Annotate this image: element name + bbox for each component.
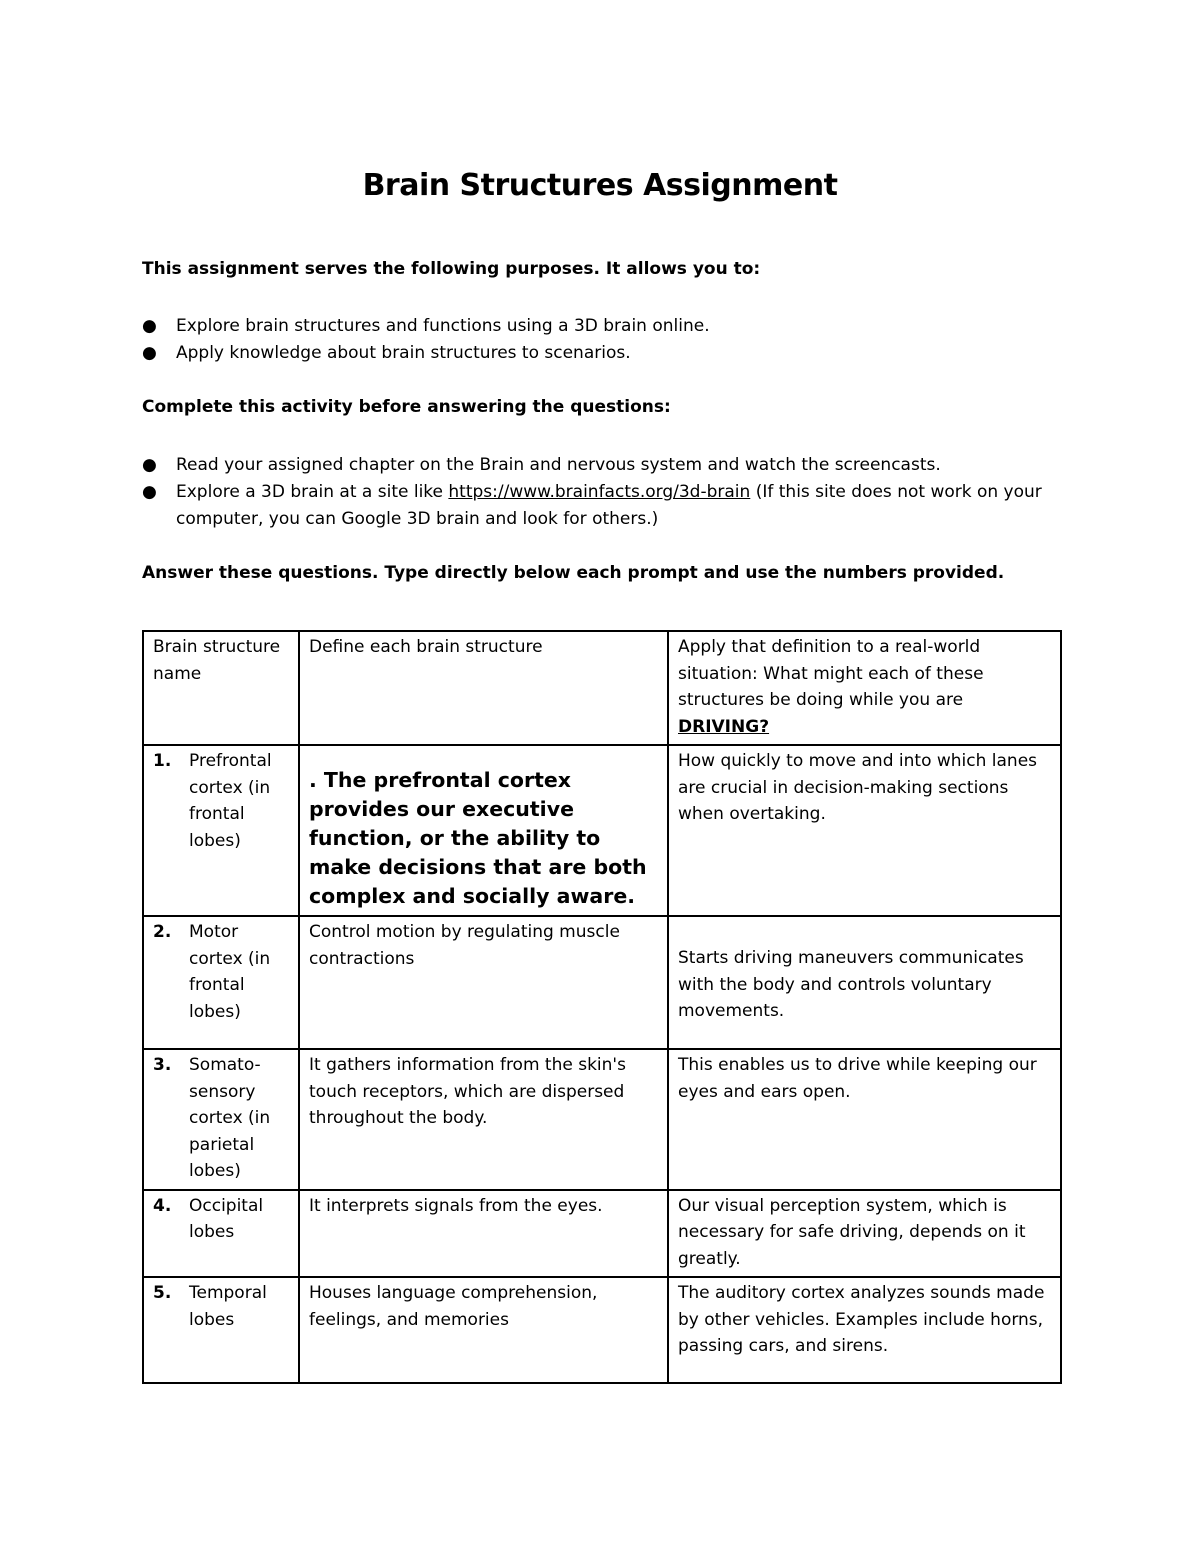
list-item: ● Explore a 3D brain at a site like https://www.brainfacts.org/3d-brain (If this site does not work on your computer, you can Google 3D brain and look for others.)	[142, 479, 1062, 533]
page-title: Brain Structures Assignment	[362, 168, 838, 203]
structure-name[interactable]: Motor cortex (in frontal lobes)	[189, 922, 271, 1022]
table-row	[143, 1277, 1061, 1383]
row-number: 3.	[153, 1055, 172, 1075]
structure-application[interactable]: How quickly to move and into which lanes are crucial in decision-making sections when overtaking.	[678, 751, 1038, 824]
list-item: ● Apply knowledge about brain structures to scenarios.	[142, 340, 1062, 367]
brain-structures-table	[142, 630, 1062, 1384]
structure-name[interactable]: Somato-sensory cortex (in parietal lobes)	[189, 1055, 271, 1181]
instructions: Answer these questions. Type directly below each prompt and use the numbers provided.	[142, 563, 1005, 583]
activity-bullet-list	[142, 452, 1062, 533]
table-row	[143, 1049, 1061, 1190]
header-cell-define: Define each brain structure	[299, 631, 668, 745]
structure-name[interactable]: Prefrontal cortex (in frontal lobes)	[189, 751, 272, 851]
activity-heading: Complete this activity before answering the questions:	[142, 397, 671, 417]
bullet-icon: ●	[142, 455, 157, 475]
structure-definition[interactable]: . The prefrontal cortex provides our executive function, or the ability to make decisions that are both complex and socially aware.	[309, 768, 647, 908]
structure-name[interactable]: Occipital lobes	[189, 1195, 264, 1242]
intro-heading: This assignment serves the following purposes. It allows you to:	[142, 259, 761, 279]
brainfacts-link[interactable]: https://www.brainfacts.org/3d-brain	[448, 482, 751, 502]
structure-definition[interactable]: Control motion by regulating muscle contractions	[309, 922, 620, 969]
structure-name[interactable]: Temporal lobes	[189, 1283, 267, 1330]
table-row	[143, 916, 1061, 1049]
header-cell-structure: Brain structure name	[143, 631, 299, 745]
row-number: 4.	[153, 1195, 172, 1216]
row-number: 5.	[153, 1283, 172, 1303]
row-number: 1.	[153, 751, 172, 771]
structure-definition[interactable]: It gathers information from the skin's touch receptors, which are dispersed throughout the body.	[309, 1055, 626, 1128]
structure-definition[interactable]: It interprets signals from the eyes.	[309, 1195, 603, 1216]
list-item: ● Explore brain structures and functions using a 3D brain online.	[142, 313, 1062, 340]
structure-application[interactable]: Our visual perception system, which is necessary for safe driving, depends on it greatly.	[678, 1195, 1026, 1269]
intro-bullet-list	[142, 313, 1062, 367]
list-item: ● Read your assigned chapter on the Brain and nervous system and watch the screencasts.	[142, 452, 1062, 479]
table-row	[143, 745, 1061, 916]
driving-emphasis: DRIVING?	[678, 716, 770, 737]
bullet-icon: ●	[142, 482, 157, 502]
header-cell-apply: Apply that definition to a real-world situation: What might each of these structures be doing while you are DRIVING?	[668, 631, 1061, 745]
structure-application[interactable]: The auditory cortex analyzes sounds made by other vehicles. Examples include horns, passing cars, and sirens.	[678, 1283, 1045, 1356]
bullet-icon: ●	[142, 316, 157, 336]
table-header-row	[143, 631, 1061, 745]
bullet-icon: ●	[142, 343, 157, 363]
structure-application[interactable]: This enables us to drive while keeping our eyes and ears open.	[678, 1055, 1037, 1102]
structure-definition[interactable]: Houses language comprehension, feelings, and memories	[309, 1283, 598, 1330]
structure-application[interactable]: Starts driving maneuvers communicates with the body and controls voluntary movements.	[678, 948, 1024, 1021]
table-row	[143, 1190, 1061, 1278]
row-number: 2.	[153, 922, 172, 942]
